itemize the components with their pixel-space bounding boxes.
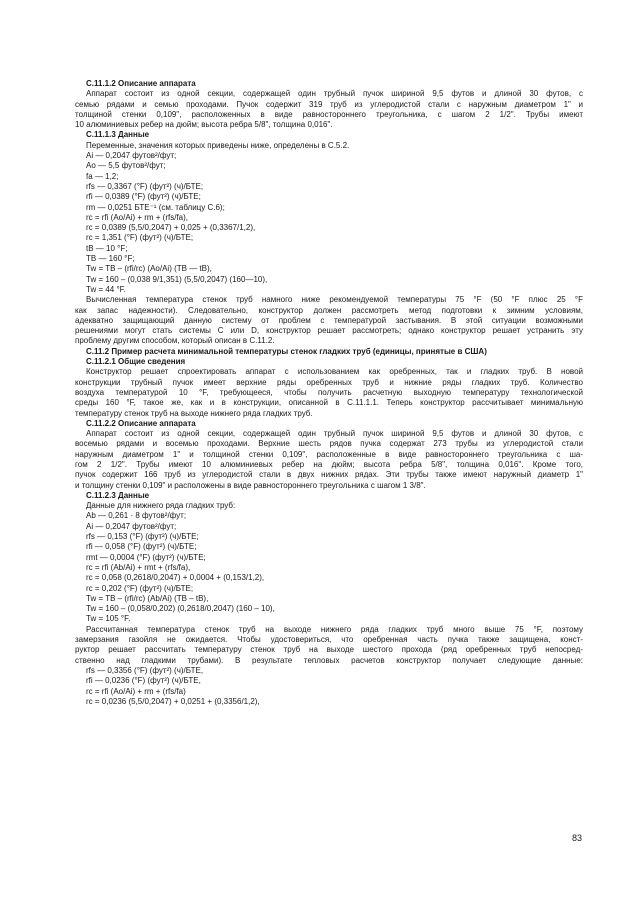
formula-line: Tw = TB – (rfi/rc) (Ab/Ai) (TB – tB), xyxy=(86,593,209,603)
text-line: Аппарат состоит из одной секции, содержащей один трубный пучок шириной 9,5 футов и длиной 30 футов, с xyxy=(86,429,583,439)
formula-line: rmt — 0,0004 (°F) (фут²) (ч)/БТЕ; xyxy=(86,552,206,562)
formula-line: rc = 0,0236 (5,5/0,2047) + 0,0251 + (0,3356/1,2), xyxy=(86,696,260,706)
formula-line: rfs — 0,153 (°F) (фут²) (ч)/БТЕ; xyxy=(86,532,199,542)
formula-line: rc = 0,0389 (5,5/0,2047) + 0,025 + (0,3367/1,2), xyxy=(86,223,256,233)
text-line: решениями могут стать системы C или D, конструктор решает рассмотреть; однако конструктор решает устранить эту xyxy=(75,326,583,336)
text-line: Вычисленная температура стенок труб намного ниже рекомендуемой температуры 75 °F (50 °F плюс 25 °F xyxy=(86,295,583,305)
text-line: и толщину стенки 0,109" и расположены в виде равностороннего треугольника с шагом 1 3/8". xyxy=(75,480,426,490)
formula-line: rc = 0,058 (0,2618/0,2047) + 0,0004 + (0,153/1,2), xyxy=(86,573,265,583)
formula-line: Tw = 44 °F. xyxy=(86,284,126,294)
text-line: Конструктор решает спроектировать аппарат с использованием как оребренных, так и гладких труб. В новой xyxy=(86,367,583,377)
text-line: среды 160 °F, такое же, как и в конструкции, описанной в С.11.1.1. Теперь конструктор рассчитывает минимальную xyxy=(75,398,583,408)
formula-line: Ao — 5,5 футов²/фут; xyxy=(86,161,166,171)
text-line: температуру стенок труб на выходе нижнего ряда гладких труб. xyxy=(75,408,313,418)
formula-line: Ai — 0,2047 футов²/фут; xyxy=(86,151,177,161)
text-line: ственно над гладкими трубами). В результате тепловых расчетов конструктор получает следующие данные: xyxy=(75,655,583,665)
text-line: гом 2 1/2". Трубы имеют 10 алюминиевых ребер на дюйм; высота ребра 5/8", толщина 0,016". Кроме того, xyxy=(75,459,583,469)
text-line: Переменные, значения которых приведены ниже, определены в С.5.2. xyxy=(86,140,350,150)
text-line: проблему другим способом, который описан в С.11.2. xyxy=(75,336,275,346)
section-heading: C.11.2.3 Данные xyxy=(86,490,150,500)
text-line: конструкции трубный пучок имеет верхние ряды оребренных труб и нижние ряды гладких труб. Количество xyxy=(75,377,583,387)
formula-line: rfi — 0,058 (°F) (фут²) (ч)/БТЕ; xyxy=(86,542,197,552)
formula-line: rc = 1,351 (°F) (фут²) (ч)/БТЕ; xyxy=(86,233,194,243)
page-number: 83 xyxy=(571,833,582,843)
section-heading: C.11.2.2 Описание аппарата xyxy=(86,418,196,428)
formula-line: Ab — 0,261 · 8 футов²/фут; xyxy=(86,511,187,521)
formula-line: fa — 1,2; xyxy=(86,171,119,181)
formula-line: Ai — 0,2047 футов²/фут; xyxy=(86,521,177,531)
text-line: воздуха температурой 10 °F, требующееся, чтобы получить расчетную выходную температуру технологической xyxy=(75,387,583,397)
formula-line: rc = rfi (Ao/Ai) + rm + (rfs/fa), xyxy=(86,212,189,222)
text-line: Рассчитанная температура стенок труб на выходе нижнего ряда гладких труб много выше 75 °F, поэтому xyxy=(86,624,583,634)
text-line: как запас надежности). Следовательно, конструктор должен рассмотреть метод подготовки к зимним условиям, xyxy=(75,305,583,315)
formula-line: rc = rfi (Ao/Ai) + rm + (rfs/fa) xyxy=(86,686,186,696)
text-line: пучок содержит 166 труб из углеродистой стали в двух нижних рядах. Эти трубы также имеют наружный диаметр 1" xyxy=(75,470,583,480)
formula-line: rfi — 0,0236 (°F) (фут²) (ч)/БТЕ, xyxy=(86,676,201,686)
section-heading: C.11.1.3 Данные xyxy=(86,130,150,140)
text-line: наружным диаметром 1" и толщиной стенки 0,109", расположенные в виде равностороннего треугольника с ша- xyxy=(75,449,583,459)
section-heading: C.11.2 Пример расчета минимальной температуры стенок гладких труб (единицы, принятые в США) xyxy=(86,346,487,356)
formula-line: rc = 0,202 (°F) (фут²) (ч)/БТЕ; xyxy=(86,583,194,593)
formula-line: Tw = TB – (rfi/rc) (Ao/Ai) (TB — tB), xyxy=(86,264,212,274)
formula-line: Tw = 105 °F. xyxy=(86,614,131,624)
text-line: Данные для нижнего ряда гладких труб: xyxy=(86,501,236,511)
formula-line: rc = rfi (Ab/Ai) + rmt + (rfs/fa), xyxy=(86,562,191,572)
text-line: 10 алюминиевых ребер на дюйм; высота ребра 5/8", толщина 0,016". xyxy=(75,120,333,130)
formula-line: rfi — 0,0389 (°F) (фут²) (ч)/БТЕ; xyxy=(86,192,201,202)
formula-line: rm — 0,0251 БТЕ⁻¹ (см. таблицу С.6); xyxy=(86,202,225,212)
document-body xyxy=(75,79,583,707)
formula-line: Tw = 160 – (0,058/0,202) (0,2618/0,2047) (160 – 10), xyxy=(86,604,275,614)
section-heading: C.11.2.1 Общие сведения xyxy=(86,357,186,367)
text-line: замерзания газойля не ожидается. Чтобы удостовериться, что оребренная часть пучка также защищена, конст- xyxy=(75,635,583,645)
formula-line: Tw = 160 – (0,038 9/1,351) (5,5/0,2047) (160—10), xyxy=(86,274,268,284)
formula-line: TB — 160 °F; xyxy=(86,254,135,264)
text-line: адекватно защищающий данную систему от проблем с температурой застывания. В этой ситуации возможными xyxy=(75,315,583,325)
section-heading: C.11.1.2 Описание аппарата xyxy=(86,79,196,88)
text-line: Аппарат состоит из одной секции, содержащей один трубный пучок шириной 9,5 футов и длиной 30 футов, с xyxy=(86,89,583,99)
text-line: восемью рядами и восемью проходами. Верхние шесть рядов пучка содержат 273 трубы из углеродистой стали xyxy=(75,439,583,449)
text-line: семью рядами и семью проходами. Пучок содержит 319 труб из углеродистой стали с наружным диаметром 1" и xyxy=(75,99,583,109)
formula-line: rfs — 0,3356 (°F) (фут²) (ч)/БТЕ, xyxy=(86,665,204,675)
formula-line: tB — 10 °F; xyxy=(86,243,128,253)
text-line: толщиной стенки 0,109", расположенных в виде равностороннего треугольника, с шагом 2 1/2". Трубы имеют xyxy=(75,109,583,119)
text-line: руктор решает рассчитать температуру стенок труб на выходе шестого прохода (ряд оребренных труб непосред- xyxy=(75,645,583,655)
formula-line: rfs — 0,3367 (°F) (фут²) (ч)/БТЕ; xyxy=(86,181,204,191)
